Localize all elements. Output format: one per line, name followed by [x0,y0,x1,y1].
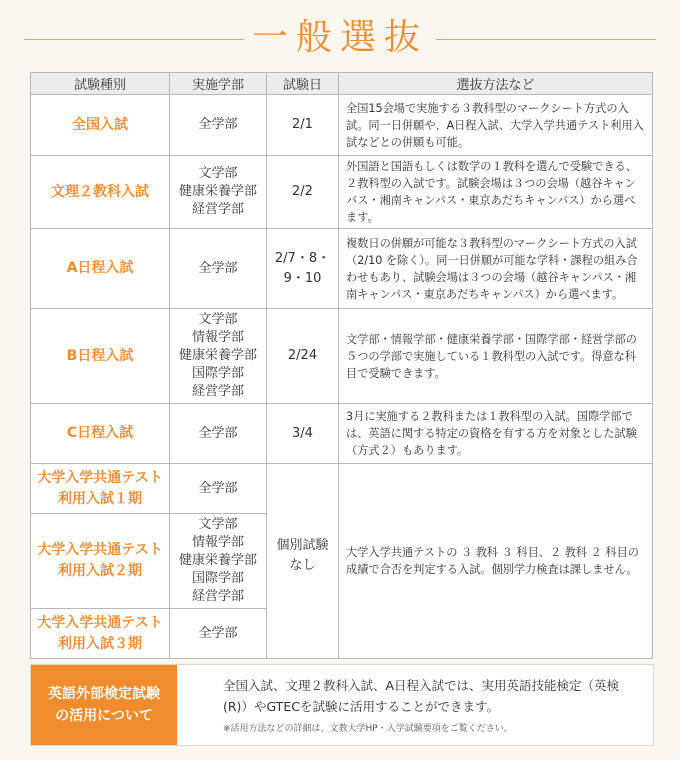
exam-type: 大学入学共通テスト利用入試２期 [31,514,170,609]
exam-date [267,514,339,659]
table-header-row [31,73,653,95]
method-description: 複数日の併願が可能な３教科型のマークシート方式の入試（2/10 を除く）。同一日併願が可能な学科・課程の組み合わせもあり、試験会場は３つの会場（越谷キャンパス・湘南キャンパス・東京あだちキャンパス）から選べます。 [339,229,653,309]
department-name: 健康栄養学部 [178,184,257,199]
exam-type: 文理２教科入試 [31,156,170,229]
exam-date: 2/1 [267,95,339,156]
table-row [31,156,653,229]
exam-type: A日程入試 [31,229,170,309]
exam-date-text: 個別試験なし [276,537,329,573]
department-name: 文学部 [198,166,238,181]
header-department: 実施学部 [170,73,267,95]
selection-table [30,72,653,659]
exam-type: B日程入試 [31,309,170,404]
department-cell [170,309,267,404]
department-cell [170,514,267,609]
department-cell [170,404,267,464]
english-test-note: ※活用方法などの詳細は、文教大学HP・入学試験要項をご覧ください。 [223,724,513,734]
department-name: 全学部 [198,480,238,496]
title-rule-left [24,39,244,40]
table-row [31,404,653,464]
method-description: 全国15会場で実施する３教科型のマークシート方式の入試。同一日併願や、A日程入試、大学入学共通テスト利用入試などとの併願も可能。 [339,95,653,156]
english-test-label [31,665,177,745]
department-name: 経営学部 [191,384,244,399]
exam-type: 全国入試 [31,95,170,156]
department-name: 国際学部 [191,366,244,381]
department-cell [170,95,267,156]
date-cell-spacer [267,464,339,514]
header-method: 選抜方法など [339,73,653,95]
department-name: 文学部 [198,517,238,532]
department-name: 経営学部 [191,589,244,604]
department-cell [170,609,267,659]
english-test-label-line2: の活用について [55,708,153,724]
header-exam-date: 試験日 [267,73,339,95]
exam-date [267,229,339,309]
department-name: 全学部 [198,425,238,441]
method-description: 文学部・情報学部・健康栄養学部・国際学部・経営学部の ５つの学部で実施している１教科型の入試です。得意な科目で受験できます。 [339,309,653,404]
header-exam-type: 試験種別 [31,73,170,95]
department-cell [170,229,267,309]
table-row [31,95,653,156]
method-description: 3月に実施する２教科または１教科型の入試。国際学部では、英語に関する特定の資格を有する方を対象とした試験（方式２）もあります。 [339,404,653,464]
department-name: 全学部 [198,260,238,276]
title-rule-right [436,39,656,40]
department-name: 健康栄養学部 [178,348,257,363]
english-test-info [30,664,654,746]
department-cell [170,464,267,514]
department-name: 全学部 [198,625,238,641]
exam-type: 大学入学共通テスト利用入試１期 [31,464,170,514]
exam-type: C日程入試 [31,404,170,464]
exam-date: 2/2 [267,156,339,229]
department-cell [170,156,267,229]
department-name: 健康栄養学部 [178,553,257,568]
department-name: 全学部 [198,117,238,132]
english-test-label-line1: 英語外部検定試験 [48,686,160,702]
table-row [31,464,653,514]
department-name: 経営学部 [191,202,244,217]
method-description: 外国語と国語もしくは数学の１教科を選んで受験できる、２教科型の入試です。試験会場は３つの会場（越谷キャンパス・湘南キャンパス・東京あだちキャンパス）から選べます。 [339,156,653,229]
english-test-description: 全国入試、文理２教科入試、A日程入試では、実用英語技能検定（英検(R)）やGTECを試験に活用することができます。 [223,678,620,714]
section-header [0,16,680,62]
exam-date: 2/24 [267,309,339,404]
table-row [31,229,653,309]
page-title: 一般選抜 [251,17,428,58]
method-description: 大学入学共通テストの ３ 教科 ３ 科目、２ 教科 ２ 科目の成績で合否を判定する入試。個別学力検査は課しません。 [339,464,653,659]
table-row [31,309,653,404]
department-name: 情報学部 [191,330,244,345]
exam-date: 3/4 [267,404,339,464]
department-name: 情報学部 [191,535,244,550]
department-name: 国際学部 [191,571,244,586]
department-name: 文学部 [198,312,238,327]
exam-type: 大学入学共通テスト利用入試３期 [31,609,170,659]
exam-date-text: 2/7・8・9・10 [274,250,331,286]
